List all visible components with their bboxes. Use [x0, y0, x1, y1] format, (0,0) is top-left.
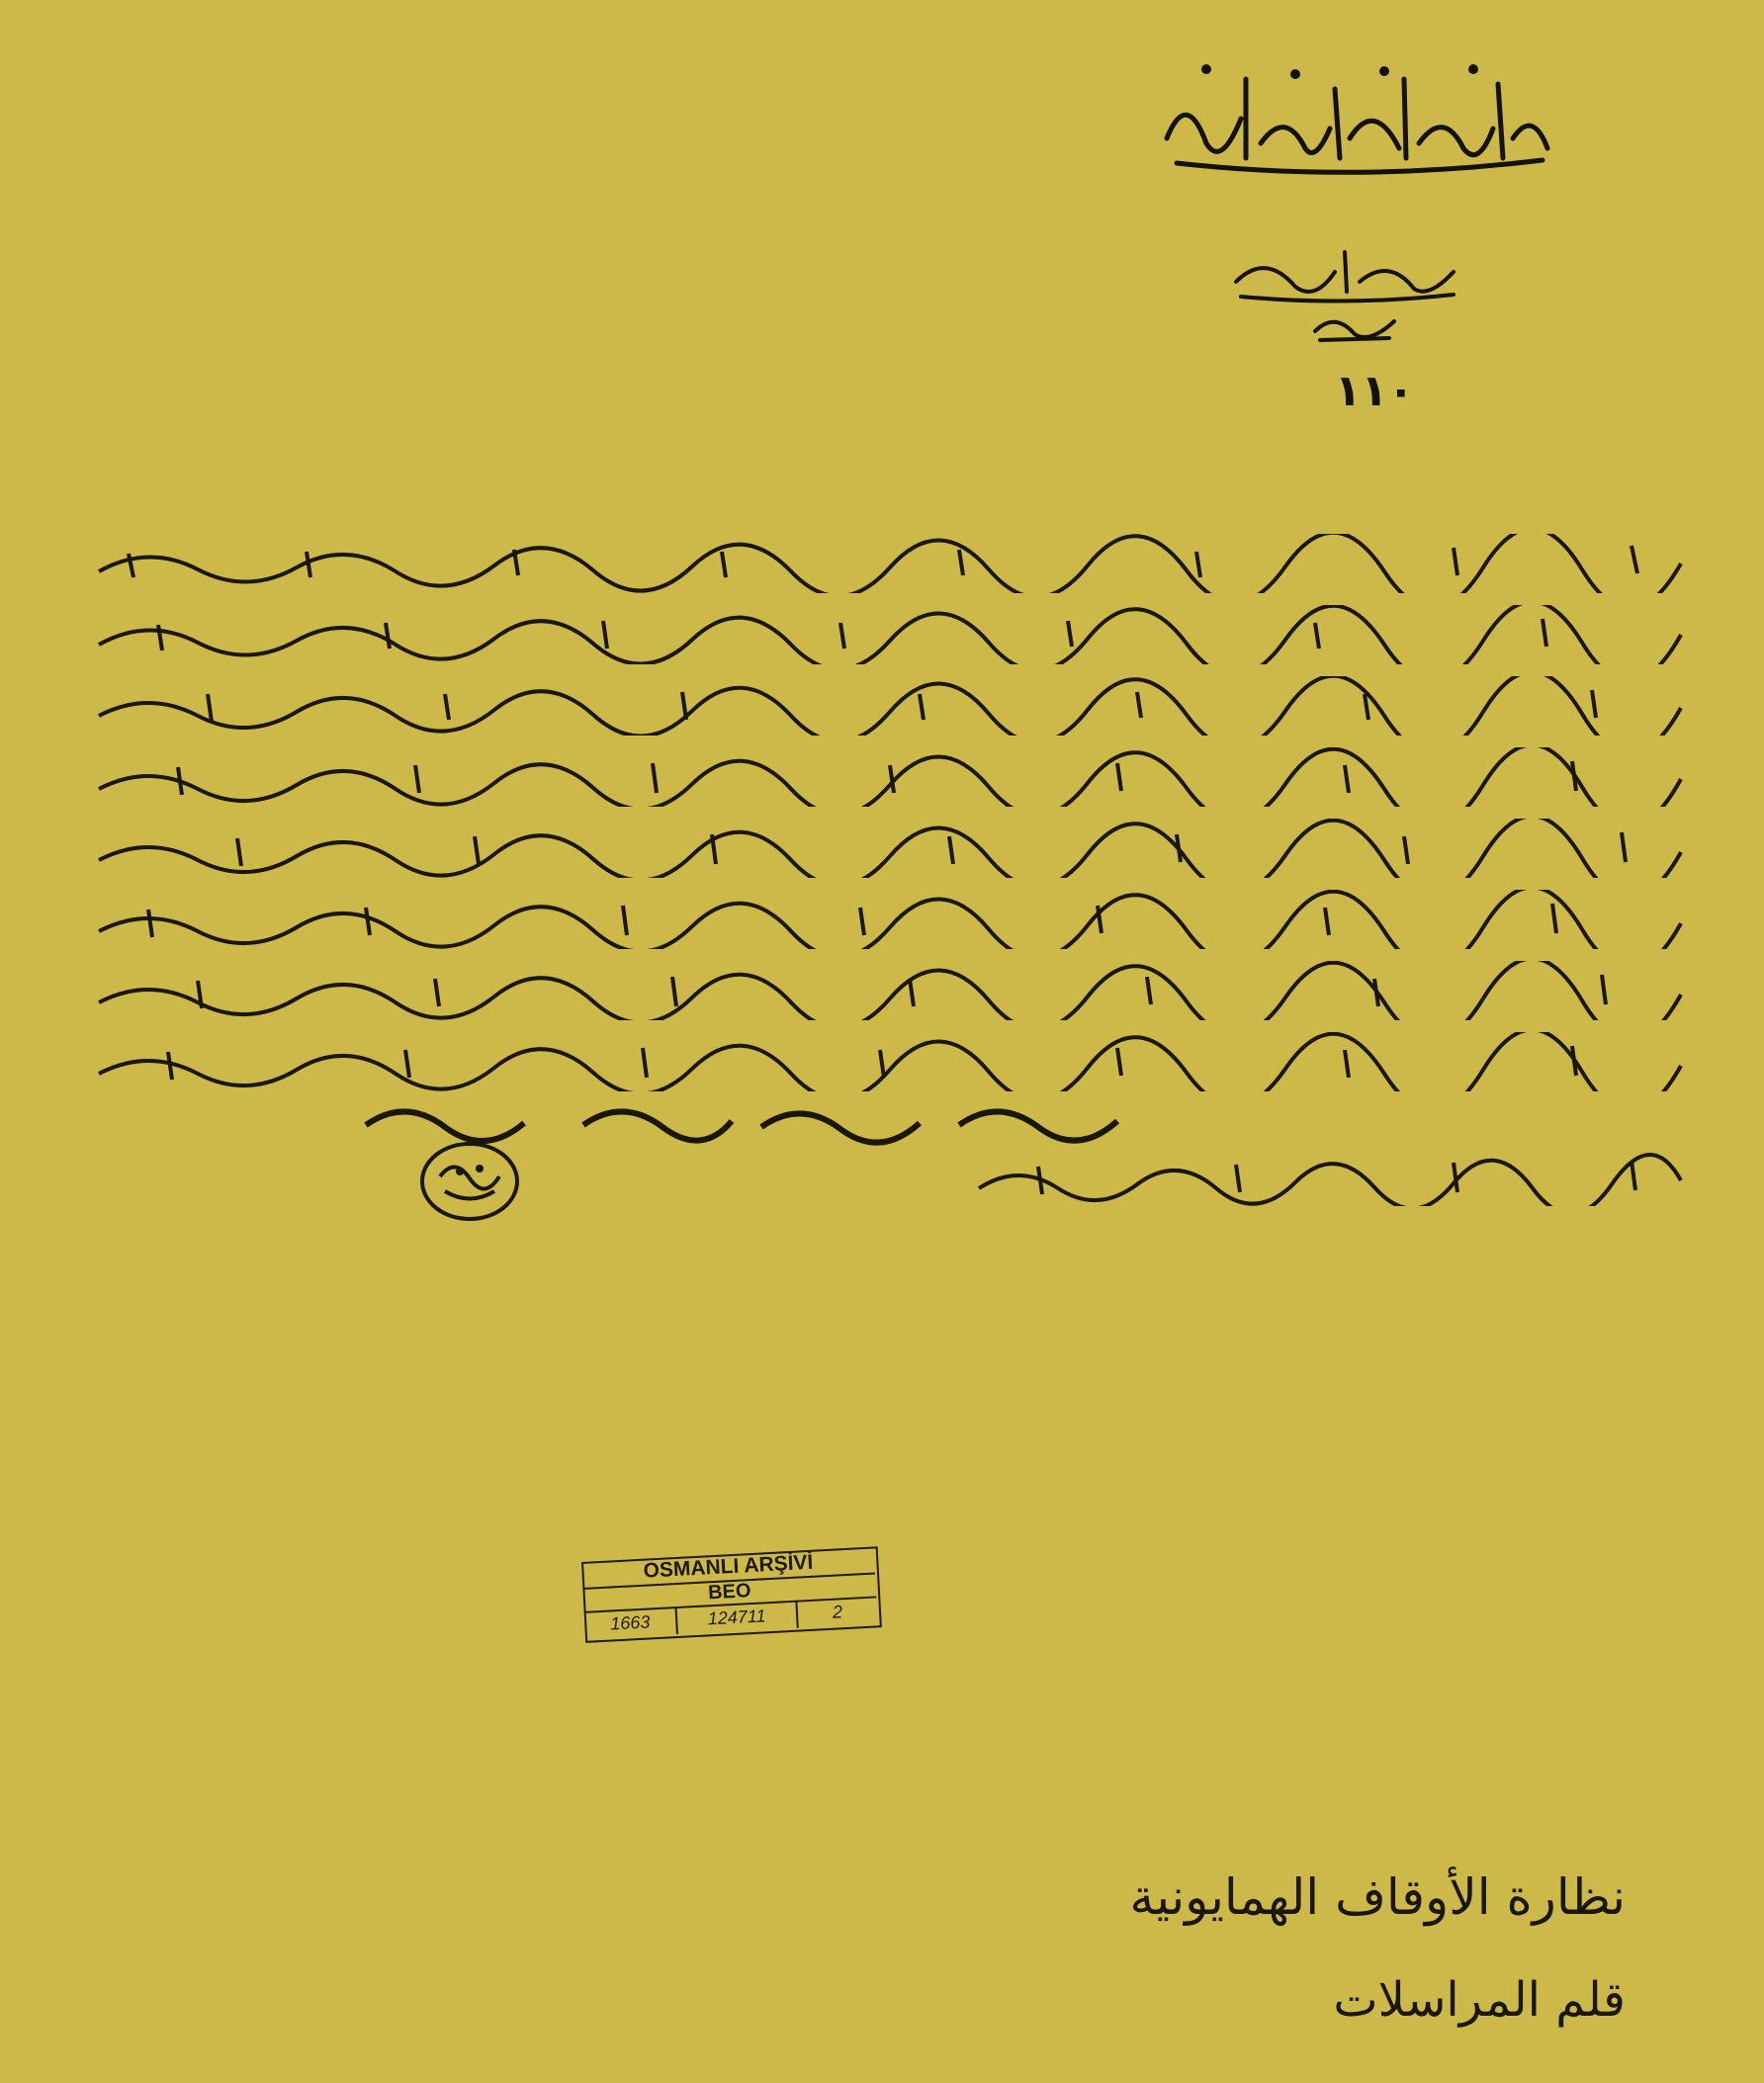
archive-stamp-collection: BEO — [582, 1572, 876, 1612]
letterhead — [1147, 40, 1562, 416]
manuscript-line — [89, 676, 1691, 736]
printed-title: نظارة الأوقاف الهمايونية — [1129, 1868, 1626, 1926]
letterhead-number-label — [1305, 306, 1404, 346]
manuscript-line — [89, 819, 1691, 878]
signatures-row — [89, 1087, 1691, 1147]
archive-stamp — [581, 1546, 882, 1643]
manuscript-line — [89, 961, 1691, 1020]
manuscript-line — [89, 1147, 1691, 1206]
letterhead-number: ١١٠ — [1334, 366, 1415, 416]
seal-stamp — [415, 1137, 524, 1226]
letterhead-calligraphy — [1147, 49, 1562, 188]
manuscript-line — [89, 534, 1691, 593]
manuscript-line — [89, 1032, 1691, 1091]
manuscript-line — [89, 890, 1691, 949]
printed-subtitle: قلم المراسلات — [1333, 1972, 1626, 2028]
archive-stamp-title: OSMANLI ARŞİVİ — [581, 1547, 875, 1590]
manuscript-line — [89, 747, 1691, 807]
manuscript-body — [89, 534, 1691, 1206]
manuscript-line — [89, 605, 1691, 664]
archive-stamp-cell-3: 2 — [832, 1602, 843, 1622]
archive-stamp-cell-2: 124711 — [676, 1601, 798, 1634]
letterhead-subtitle-calligraphy — [1226, 237, 1463, 306]
archive-stamp-cell-1: 1663 — [584, 1606, 678, 1639]
